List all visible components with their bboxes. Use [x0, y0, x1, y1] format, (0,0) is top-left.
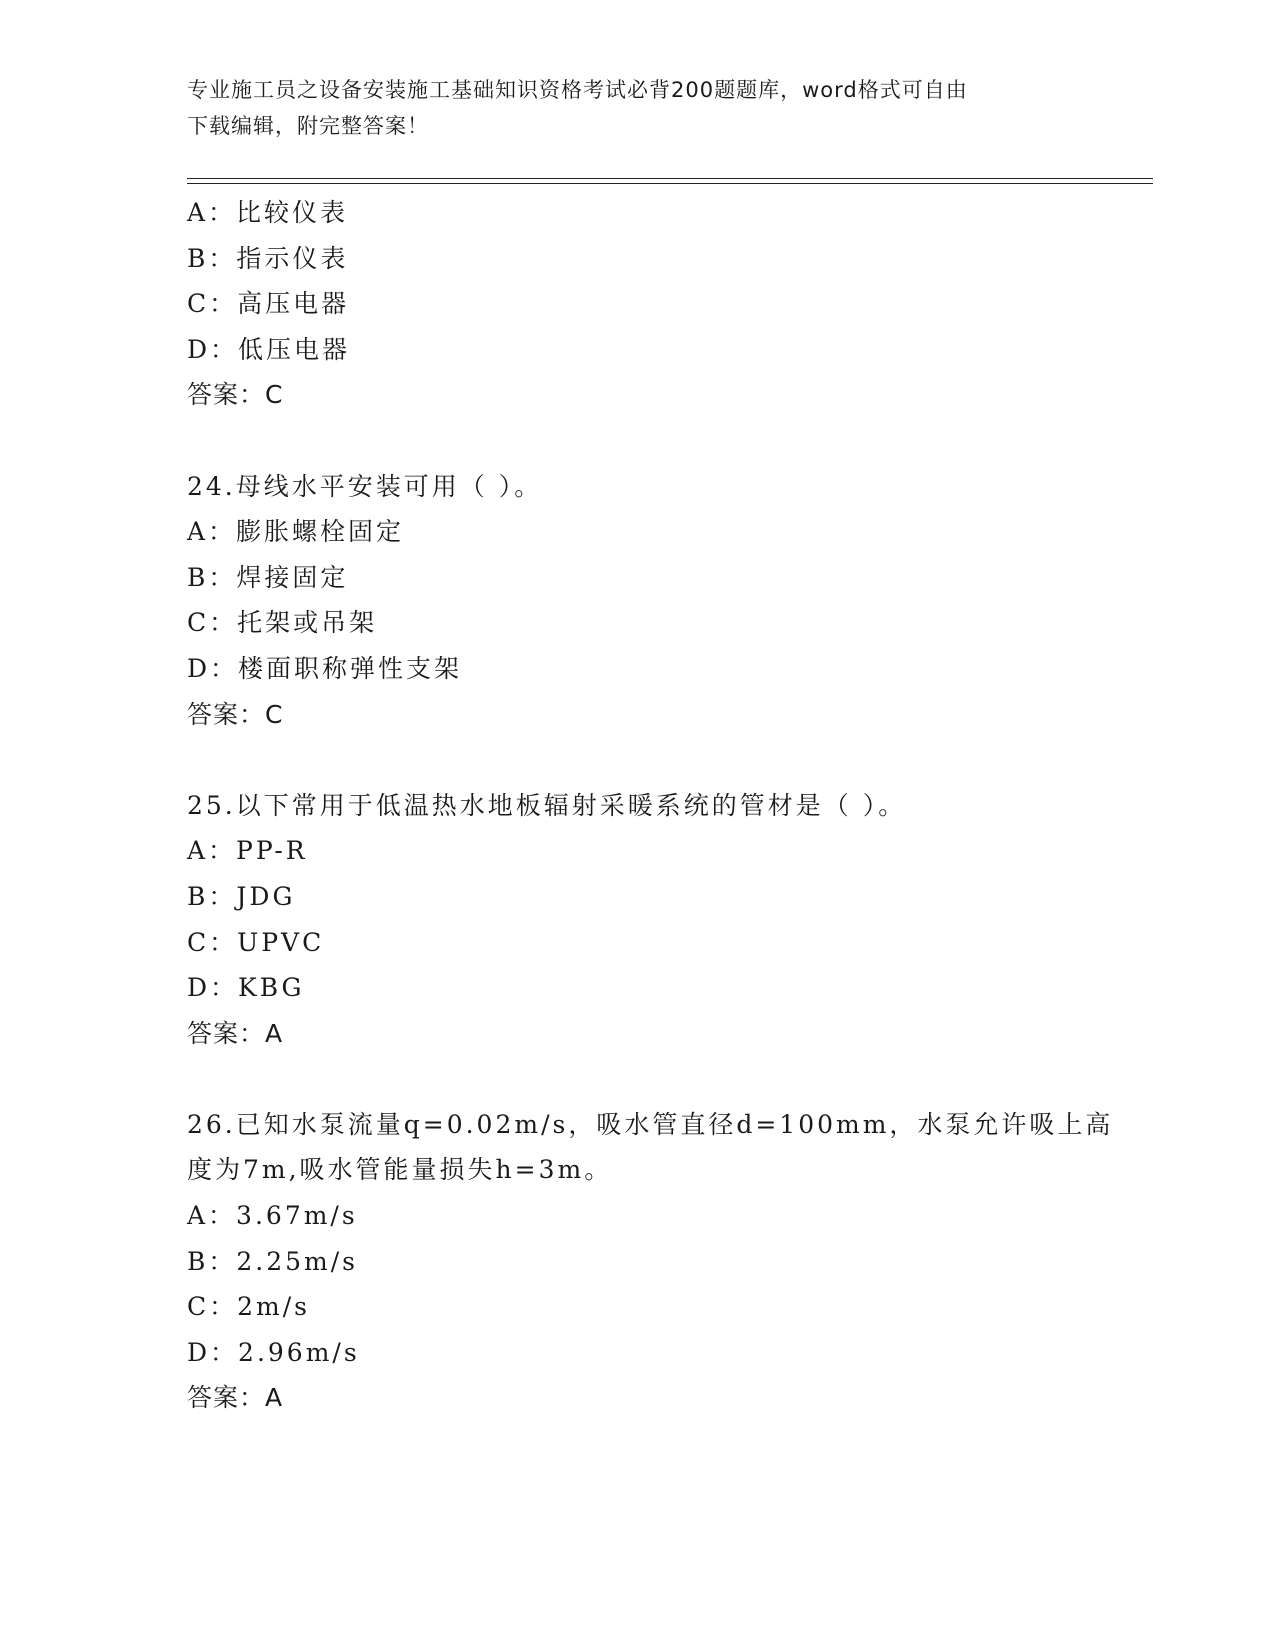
option-b: B：焊接固定 — [187, 562, 349, 592]
question-23 — [187, 190, 1087, 418]
question-26 — [187, 1102, 1114, 1421]
header-divider-bottom — [187, 183, 1153, 184]
option-a: A：PP-R — [187, 836, 308, 866]
option-a: A：比较仪表 — [187, 198, 349, 227]
option-a: A：膨胀螺栓固定 — [187, 517, 405, 547]
option-d: D：2.96m/s — [187, 1337, 360, 1367]
option-c: C：UPVC — [187, 927, 325, 957]
header-line-1: 专业施工员之设备安装施工基础知识资格考试必背200题题库，word格式可自由 — [187, 78, 968, 102]
option-a: A：3.67m/s — [187, 1201, 358, 1231]
option-d: D：楼面职称弹性支架 — [187, 653, 463, 683]
header-line-2: 下载编辑，附完整答案！ — [187, 114, 429, 138]
spacer — [187, 418, 1087, 464]
question-list — [187, 190, 1114, 1421]
option-d: D：KBG — [187, 973, 305, 1003]
option-c: C：高压电器 — [187, 289, 350, 319]
question-25 — [187, 783, 1087, 1057]
answer: 答案：C — [187, 380, 284, 410]
option-b: B：指示仪表 — [187, 243, 349, 273]
spacer — [187, 737, 1087, 783]
question-24 — [187, 464, 1087, 738]
answer: 答案：A — [187, 1383, 284, 1413]
question-text: 25.以下常用于低温热水地板辐射采暖系统的管材是（ ）。 — [187, 790, 907, 820]
question-text-line-2: 度为7m,吸水管能量损失h=3m。 — [187, 1155, 613, 1185]
option-c: C：2m/s — [187, 1292, 310, 1322]
option-c: C：托架或吊架 — [187, 608, 378, 638]
answer: 答案：C — [187, 699, 284, 729]
document-header — [187, 72, 1087, 144]
option-b: B：2.25m/s — [187, 1246, 358, 1276]
spacer — [187, 1056, 1087, 1102]
option-d: D：低压电器 — [187, 334, 351, 364]
header-divider-top — [187, 178, 1153, 179]
answer: 答案：A — [187, 1018, 284, 1048]
option-b: B：JDG — [187, 881, 296, 911]
question-text-line-1: 26.已知水泵流量q=0.02m/s，吸水管直径d=100mm，水泵允许吸上高 — [187, 1109, 1114, 1139]
question-text: 24.母线水平安装可用（ ）。 — [187, 471, 543, 501]
